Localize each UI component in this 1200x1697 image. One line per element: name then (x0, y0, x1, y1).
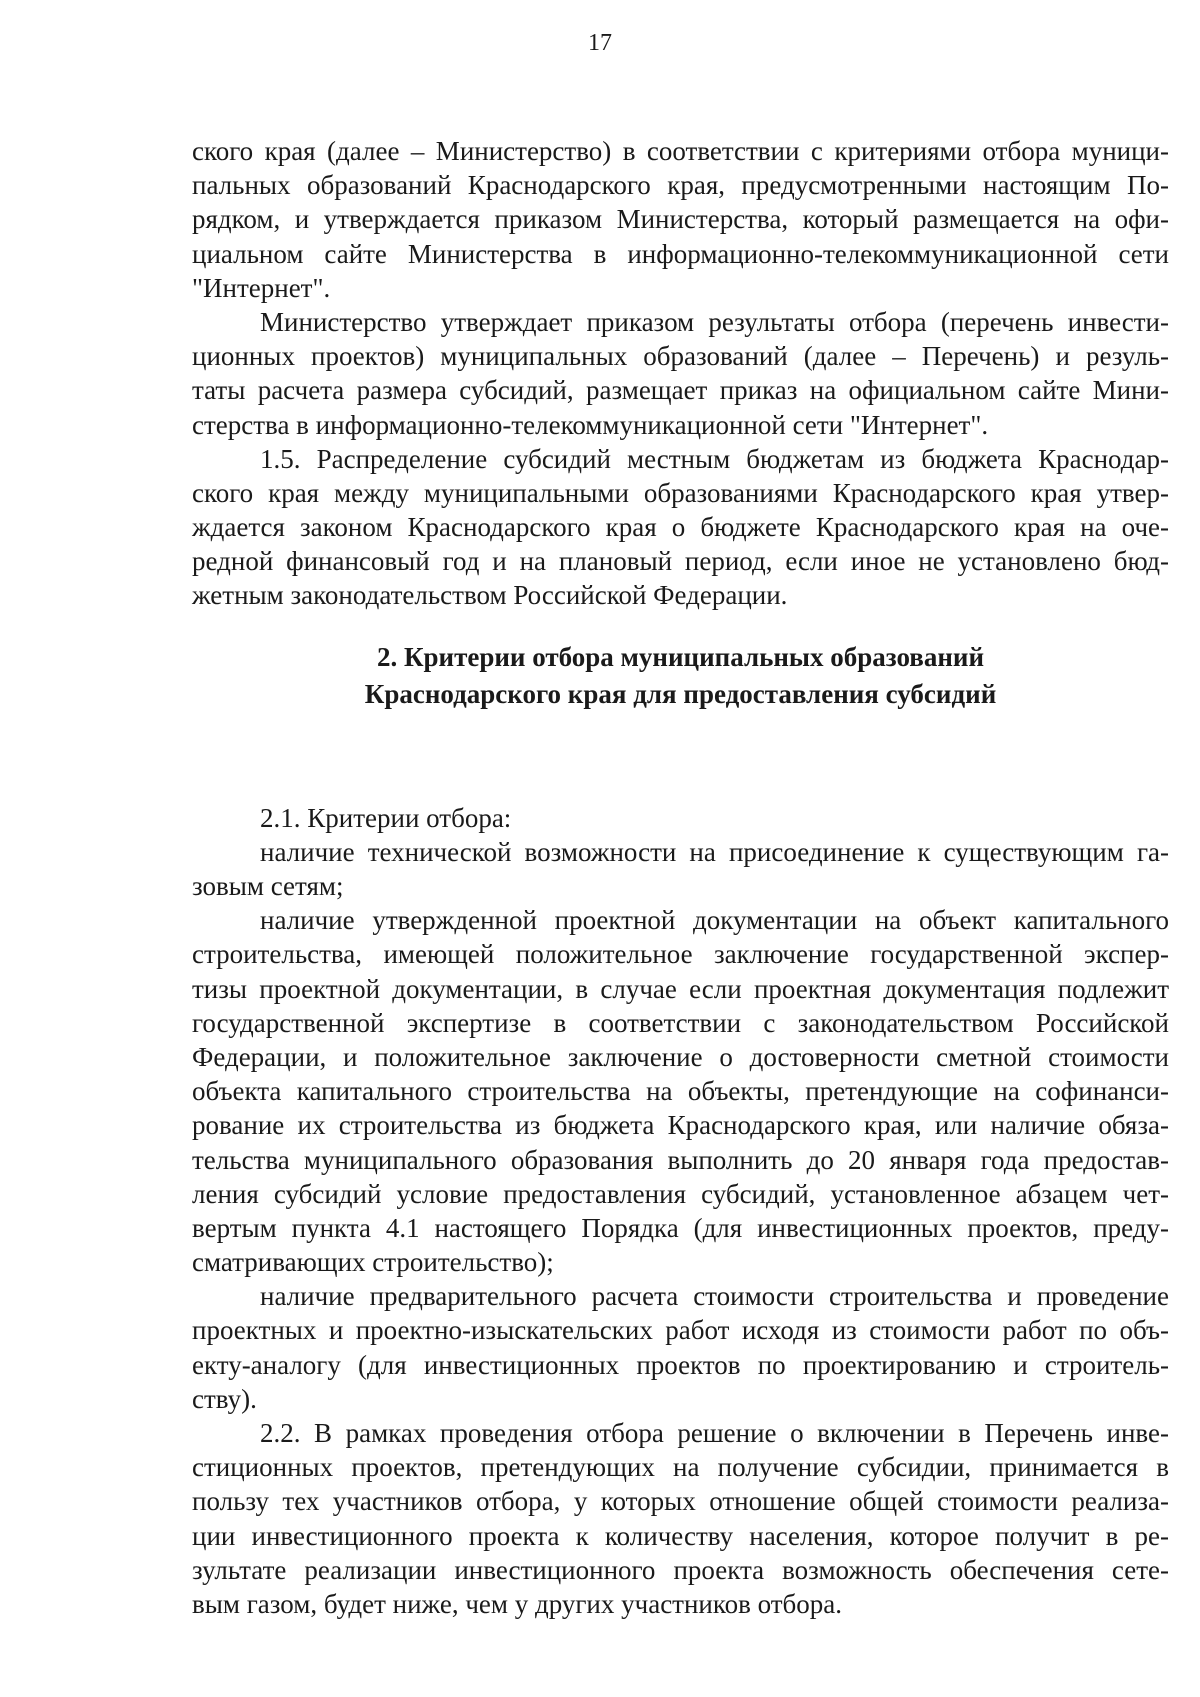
text-line: наличие технической возможности на присоединение к существующим га- (260, 836, 1169, 867)
text-line: ления субсидий условие предоставления субсидий, установленное абзацем чет- (192, 1178, 1169, 1209)
text-line: вым газом, будет ниже, чем у других участников отбора. (192, 1588, 843, 1619)
heading-line: 2. Критерии отбора муниципальных образований (376, 641, 985, 672)
text-line: ству). (192, 1383, 257, 1414)
text-line: объекта капитального строительства на объекты, претендующие на софинанси- (192, 1076, 1169, 1107)
text-line: "Интернет". (192, 272, 331, 303)
paragraph (192, 1279, 1169, 1416)
paragraph (192, 1416, 1169, 1621)
text-line: государственной экспертизе в соответствии с законодательством Российской (192, 1007, 1169, 1038)
text-line: редной финансовый год и на плановый период, если иное не установлено бюд- (192, 546, 1169, 577)
text-line: тельства муниципального образования выполнить до 20 января года предостав- (192, 1144, 1169, 1175)
text-line: ского края между муниципальными образованиями Краснодарского края утвер- (192, 477, 1169, 508)
heading-line: Краснодарского края для предоставления субсидий (364, 678, 997, 709)
text-line: циальном сайте Министерства в информационно-телекоммуникационной сети (192, 238, 1169, 269)
text-line: стиционных проектов, претендующих на получение субсидии, принимается в (192, 1452, 1169, 1483)
text-line: ского края (далее – Министерство) в соответствии с критериями отбора муници- (192, 136, 1169, 166)
text-line: тизы проектной документации, в случае если проектная документация подлежит (192, 973, 1169, 1004)
text-line: 1.5. Распределение субсидий местным бюджетам из бюджета Краснодар- (260, 443, 1169, 474)
text-line: ционных проектов) муниципальных образований (далее – Перечень) и резуль- (192, 341, 1169, 372)
paragraph (192, 903, 1169, 1279)
text-line: пользу тех участников отбора, у которых отношение общей стоимости реализа- (192, 1486, 1169, 1517)
text-line: ждается законом Краснодарского края о бюджете Краснодарского края на оче- (192, 512, 1169, 543)
text-line: вертым пункта 4.1 настоящего Порядка (для инвестиционных проектов, преду- (192, 1212, 1169, 1243)
document-body (192, 134, 1169, 1621)
text-line: наличие утвержденной проектной документации на объект капитального (260, 905, 1169, 936)
paragraph (192, 442, 1169, 613)
text-line: жетным законодательством Российской Федерации. (192, 580, 788, 611)
text-line: зовым сетям; (192, 871, 344, 901)
text-line: рование их строительства из бюджета Краснодарского края, или наличие обяза- (192, 1110, 1169, 1141)
text-line: екту-аналогу (для инвестиционных проектов по проектированию и строитель- (192, 1349, 1169, 1380)
paragraph (192, 134, 1169, 305)
text-line: проектных и проектно-изыскательских работ исходя из стоимости работ по объ- (192, 1315, 1169, 1346)
text-line: Министерство утверждает приказом результаты отбора (перечень инвести- (260, 306, 1169, 337)
text-line: зультате реализации инвестиционного проекта возможность обеспечения сете- (192, 1554, 1169, 1585)
section-heading (192, 639, 1169, 713)
text-line: Федерации, и положительное заключение о достоверности сметной стоимости (192, 1041, 1169, 1072)
paragraph (192, 801, 1169, 835)
text-line: ции инвестиционного проекта к количеству населения, которое получит в ре- (192, 1520, 1169, 1551)
text-line: пальных образований Краснодарского края, предусмотренными настоящим По- (192, 170, 1169, 201)
text-line: сматривающих строительство); (192, 1247, 554, 1278)
text-line: наличие предварительного расчета стоимости строительства и проведение (260, 1281, 1169, 1312)
paragraph (192, 305, 1169, 442)
paragraph (192, 835, 1169, 903)
text-line: таты расчета размера субсидий, размещает приказ на официальном сайте Мини- (192, 375, 1169, 406)
text-line: 2.2. В рамках проведения отбора решение о включении в Перечень инве- (260, 1418, 1169, 1448)
text-line: 2.1. Критерии отбора: (260, 802, 512, 833)
page-number: 17 (588, 30, 612, 56)
text-line: стерства в информационно-телекоммуникационной сети "Интернет". (192, 409, 989, 440)
text-line: строительства, имеющей положительное заключение государственной экспер- (192, 939, 1169, 970)
text-line: рядком, и утверждается приказом Министерства, который размещается на офи- (192, 204, 1169, 235)
